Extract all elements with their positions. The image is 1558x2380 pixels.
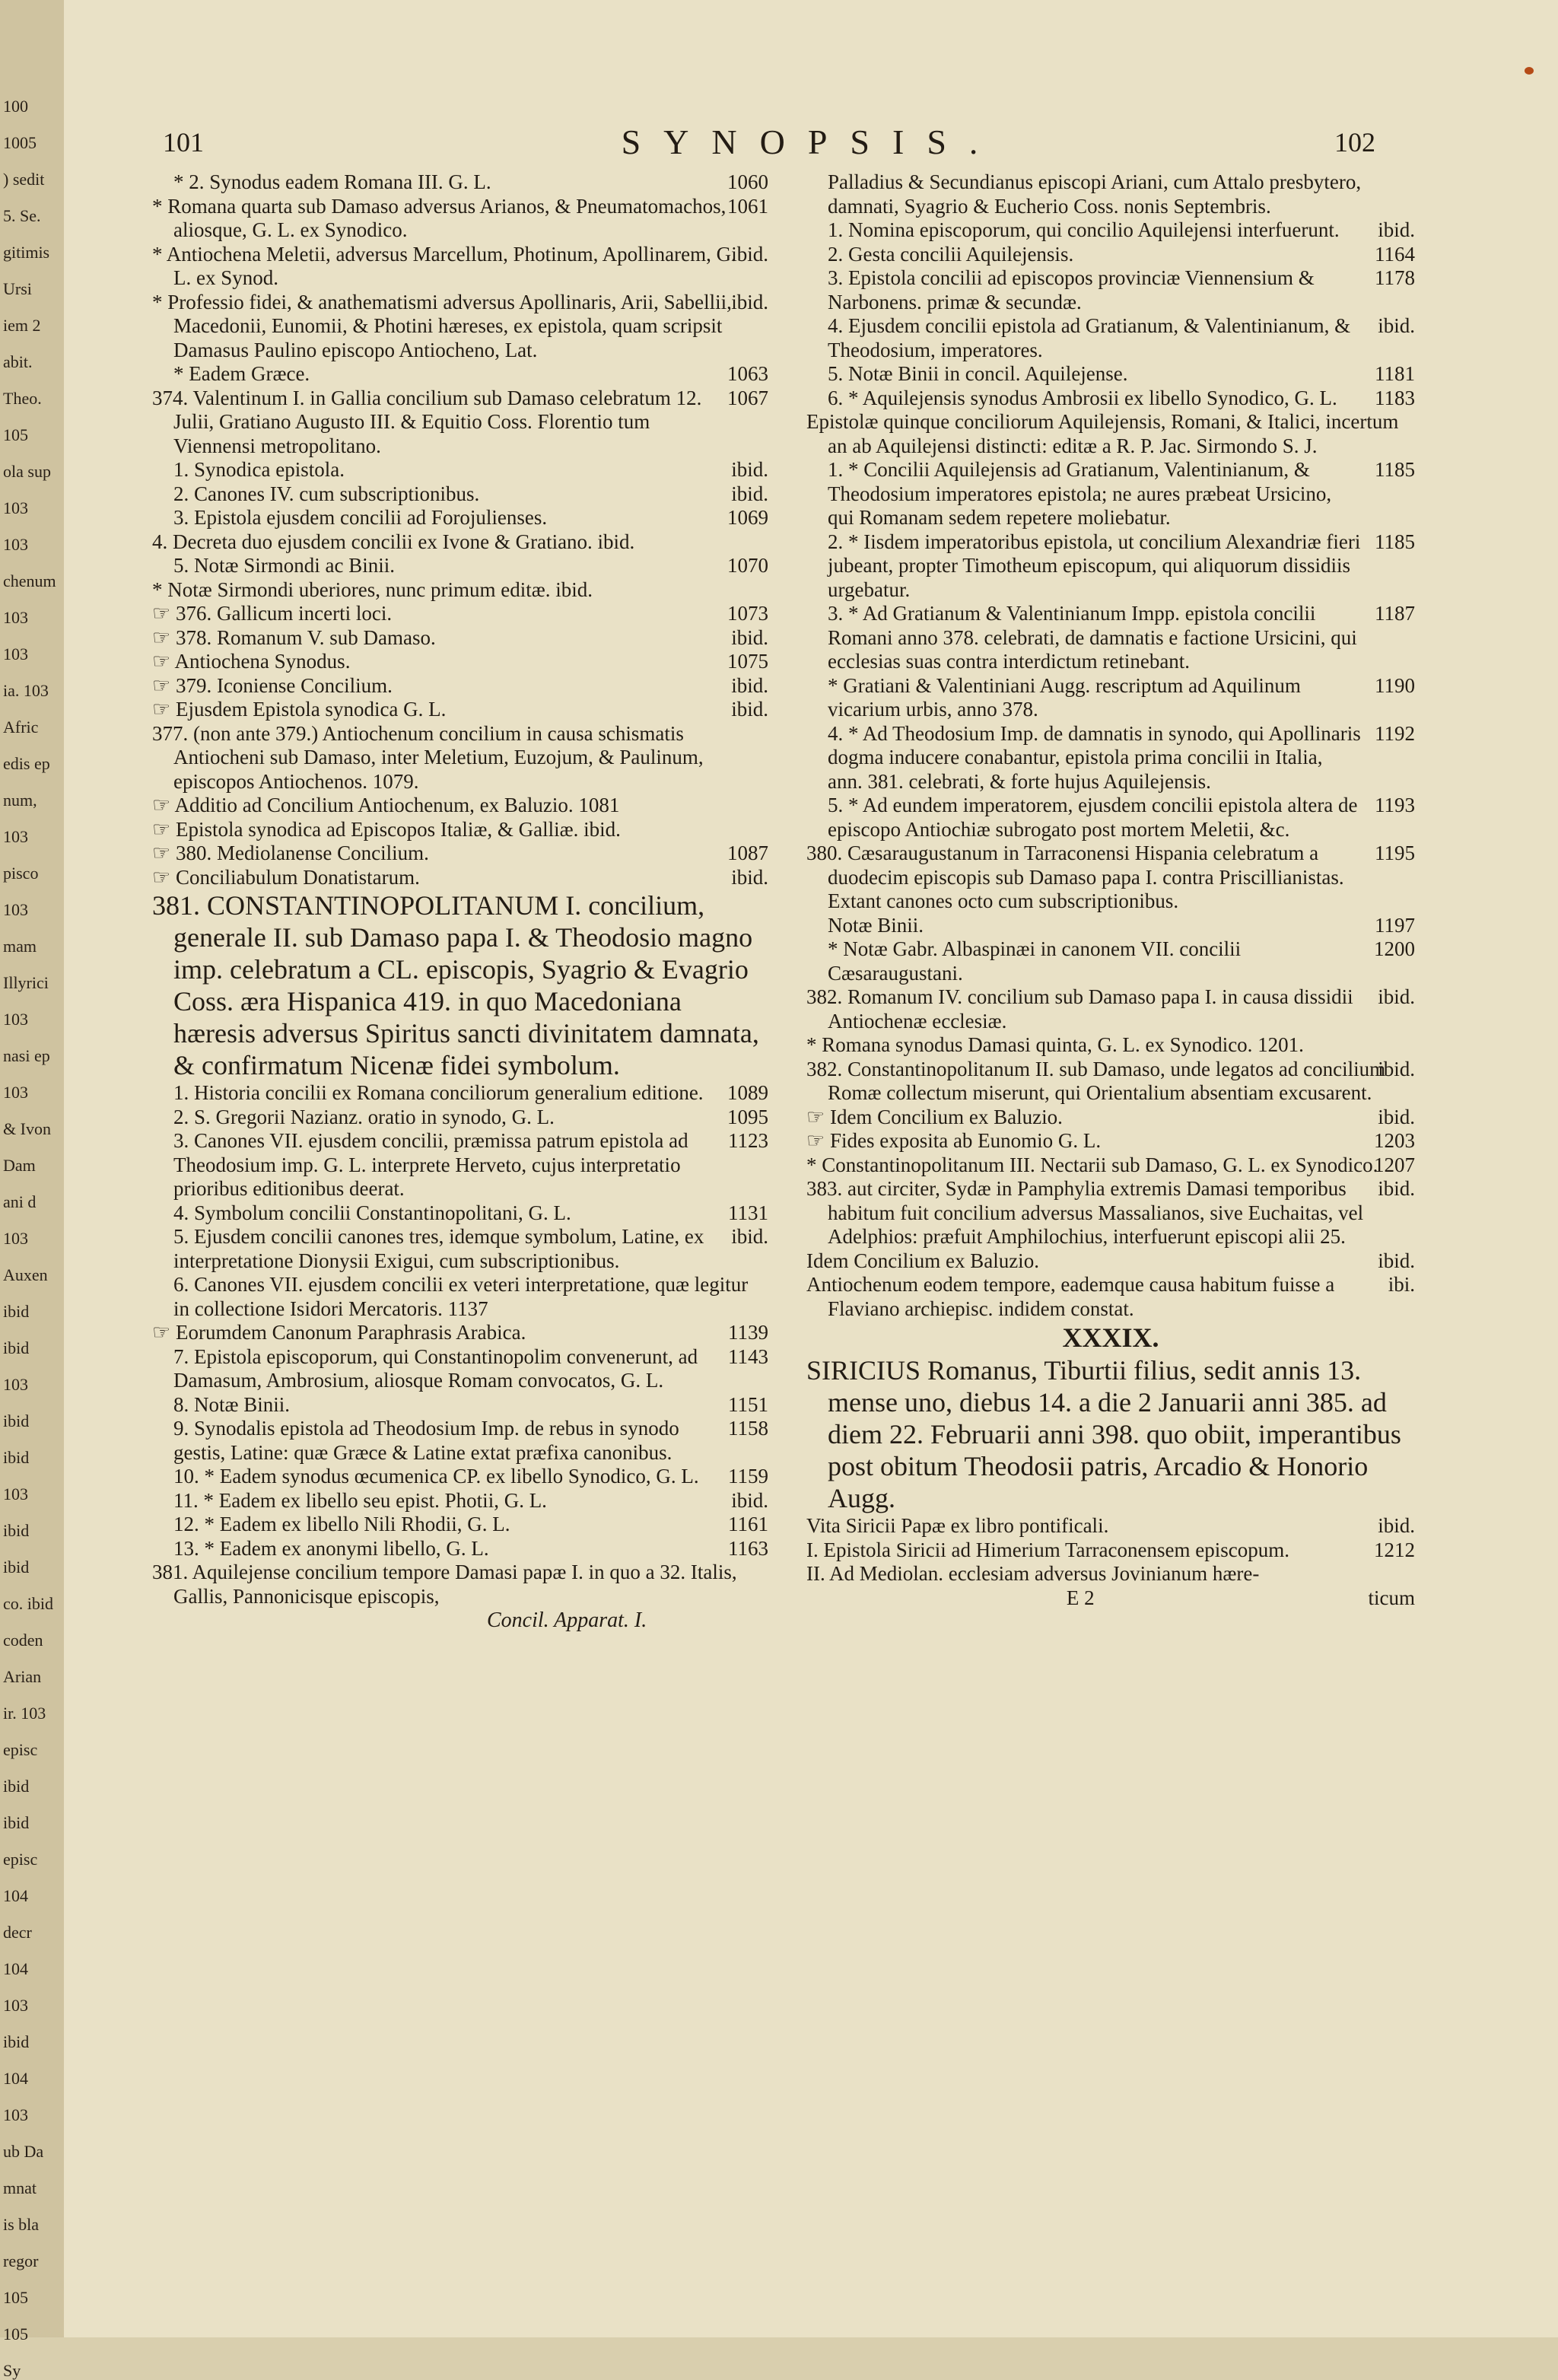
entry-text: ☞ Fides exposita ab Eunomio G. L. [806, 1129, 1102, 1152]
margin-fragment: is bla [3, 2215, 40, 2234]
entry-text: 374. Valentinum I. in Gallia concilium sub Damaso celebratum 12. Julii, Gratiano Augusto III. & Equitio Coss. Florentio tum Viennensi metropolitano. [152, 386, 702, 457]
signature-line: Concil. Apparat. I. [487, 1608, 647, 1632]
page-number-left: 101 [163, 127, 204, 158]
margin-fragment: 103 [3, 1375, 28, 1394]
entry-page-ref: 1185 [1375, 458, 1415, 481]
toc-entry [806, 722, 1415, 794]
entry-text: 4. * Ad Theodosium Imp. de damnatis in synodo, qui Apollinaris dogma inducere conabantur, epistola prima concilii in Italia, ann. 381. celebrati, & forte hujus Aquilejensis. [828, 721, 1361, 793]
entry-text: 382. Romanum IV. concilium sub Damaso papa I. in causa dissidii Antiochenæ ecclesiæ. [806, 985, 1353, 1032]
margin-fragment: decr [3, 1923, 32, 1942]
entry-page-ref: 1178 [1375, 266, 1415, 289]
entry-text: * Eadem Græce. [173, 362, 310, 385]
book-page [64, 0, 1558, 2337]
entry-text: 4. Decreta duo ejusdem concilii ex Ivone & Gratiano. ibid. [152, 530, 635, 553]
margin-fragment: ibid [3, 1521, 30, 1540]
margin-fragment: nasi ep [3, 1046, 50, 1065]
page-footer [806, 1586, 1415, 1611]
entry-text: Idem Concilium ex Baluzio. [806, 1249, 1039, 1272]
margin-fragment: ibid [3, 1777, 30, 1796]
entry-page-ref: ibid. [731, 1225, 768, 1248]
margin-fragment: ia. 103 [3, 681, 49, 700]
toc-entry [806, 1514, 1415, 1538]
pope-entry: SIRICIUS Romanus, Tiburtii filius, sedit annis 13. mense uno, diebus 14. a die 2 Januarii anni 385. ad diem 22. Februarii anni 398. quo obiit, imperantibus post obitum Theodosii patris, Arcadio & Honorio Augg. [806, 1355, 1401, 1513]
entry-page-ref: 1190 [1375, 673, 1415, 697]
margin-fragment: 105 [3, 425, 28, 444]
entry-page-ref: 1075 [727, 650, 768, 673]
entry-page-ref: 1089 [727, 1081, 768, 1104]
entry-text: Antiochenum eodem tempore, eademque causa habitum fuisse a Flaviano archiepisc. indidem constat. [806, 1273, 1335, 1320]
margin-fragment: 103 [3, 1996, 28, 2015]
entry-page-ref: ibid. [731, 242, 768, 266]
toc-entry [806, 842, 1415, 914]
margin-fragment: 104 [3, 1959, 28, 1978]
margin-fragment: 5. Se. [3, 206, 41, 225]
toc-entry [152, 170, 768, 195]
margin-fragment: num, [3, 791, 37, 810]
entry-text: Epistolæ quinque conciliorum Aquilejensis, Romani, & Italici, incertum an ab Aquilejensi distincti: editæ a R. P. Jac. Sirmondo S. J. [806, 410, 1399, 457]
toc-entry [152, 1489, 768, 1513]
entry-page-ref: 1200 [1374, 937, 1415, 960]
toc-entry [152, 1345, 768, 1393]
margin-fragment: co. ibid [3, 1594, 53, 1613]
entry-text: * Antiochena Meletii, adversus Marcellum, Photinum, Apollinarem, G. L. ex Synod. [152, 242, 736, 289]
toc-entry [152, 554, 768, 578]
margin-fragment: ibid [3, 1338, 30, 1357]
entry-text: ☞ 376. Gallicum incerti loci. [152, 602, 393, 625]
margin-fragment: ibid [3, 1558, 30, 1577]
entry-page-ref: ibid. [1378, 1177, 1415, 1200]
entry-text: 5. Notæ Sirmondi ac Binii. [173, 554, 396, 577]
entry-page-ref: 1207 [1374, 1153, 1415, 1176]
entry-text: 377. (non ante 379.) Antiochenum concilium in causa schismatis Antiocheni sub Damaso, inter Meletium, Euzojum, & Paulinum, episcopos Antiochenos. 1079. [152, 721, 704, 793]
entry-page-ref: 1183 [1375, 386, 1415, 409]
entry-page-ref: 1139 [728, 1321, 768, 1344]
margin-fragment: gitimis [3, 243, 50, 262]
toc-entry [152, 195, 768, 243]
entry-page-ref: ibid. [1378, 1057, 1415, 1080]
margin-fragment: Dam [3, 1156, 36, 1175]
margin-fragment: 103 [3, 498, 28, 517]
entry-page-ref: 1163 [728, 1536, 768, 1560]
entry-text: 381. Aquilejense concilium tempore Damasi papæ I. in quo a 32. Italis, Gallis, Pannonicisque episcopis, [152, 1561, 737, 1608]
toc-entry [152, 794, 768, 818]
toc-entry [152, 1393, 768, 1418]
section-heading: XXXIX. [1062, 1322, 1159, 1353]
entry-text: * Constantinopolitanum III. Nectarii sub Damaso, G. L. ex Synodico. [806, 1153, 1378, 1176]
toc-entry [806, 1273, 1415, 1321]
entry-text: 11. * Eadem ex libello seu epist. Photii, G. L. [173, 1488, 547, 1512]
margin-fragment: 104 [3, 1886, 28, 1905]
toc-entry [806, 1177, 1415, 1249]
margin-fragment: ub Da [3, 2142, 44, 2161]
entry-text: 1. * Concilii Aquilejensis ad Gratianum, Valentinianum, & Theodosium imperatores epistola; ne aures præbeat Ursicino, qui Romanam sedem repetere moliebatur. [828, 458, 1332, 529]
entry-text: 1. Synodica epistola. [173, 458, 345, 481]
margin-fragment: episc [3, 1740, 38, 1759]
entry-text: ☞ Ejusdem Epistola synodica G. L. [152, 698, 447, 721]
entry-text: ☞ Antiochena Synodus. [152, 650, 351, 673]
margin-fragment: Arian [3, 1667, 42, 1686]
toc-entry [152, 1417, 768, 1465]
toc-entry [806, 1106, 1415, 1130]
entry-page-ref: 1067 [727, 386, 768, 409]
running-header [64, 122, 1558, 167]
margin-fragment: iem 2 [3, 316, 41, 335]
toc-entry [152, 1201, 768, 1226]
entry-text: * Romana quarta sub Damaso adversus Arianos, & Pneumatomachos, aliosque, G. L. ex Synodico. [152, 194, 727, 241]
entry-text: 380. Cæsaraugustanum in Tarraconensi Hispania celebratum a duodecim episcopis sub Damaso papa I. contra Priscillianistas. Extant canones octo cum subscriptionibus. [806, 842, 1344, 912]
toc-entry [806, 218, 1415, 243]
catchword: ticum [1368, 1586, 1415, 1609]
margin-fragment: 100 [3, 97, 28, 116]
toc-entry [806, 530, 1415, 603]
entry-text: ☞ Conciliabulum Donatistarum. [152, 865, 420, 889]
entry-page-ref: ibid. [1378, 1105, 1415, 1128]
entry-text: II. Ad Mediolan. ecclesiam adversus Jovinianum hære- [806, 1562, 1260, 1585]
toc-entry [152, 1081, 768, 1106]
toc-entry [152, 1129, 768, 1201]
entry-text: 381. CONSTANTINOPOLITANUM I. concilium, generale II. sub Damaso papa I. & Theodosio magno imp. celebratum a CL. episcopis, Syagrio & Evagrio Coss. æra Hispanica 419. in quo Macedoniana hæresis adversus Spiritus sancti divinitatem damnata, & confirmatum Nicenæ fidei symbolum. [152, 890, 759, 1080]
entry-page-ref: ibid. [1378, 1249, 1415, 1272]
entry-page-ref: 1212 [1374, 1538, 1415, 1561]
entry-text: 3. * Ad Gratianum & Valentinianum Impp. epistola concilii Romani anno 378. celebrati, de damnatis e factione Ursicini, qui ecclesias suas contra interdictum retinebant. [828, 602, 1357, 673]
margin-fragment: 103 [3, 535, 28, 554]
toc-entry [806, 1033, 1415, 1058]
margin-fragment: 103 [3, 1010, 28, 1029]
toc-entry [152, 243, 768, 291]
entry-text: 5. Ejusdem concilii canones tres, idemque symbolum, Latine, ex interpretatione Dionysii Exigui, cum subscriptionibus. [173, 1225, 704, 1272]
toc-entry [152, 650, 768, 674]
margin-fragment: regor [3, 2251, 39, 2270]
toc-entry [806, 937, 1415, 985]
toc-entry [806, 1058, 1415, 1106]
margin-fragment: coden [3, 1631, 43, 1650]
toc-entry [152, 1106, 768, 1130]
toc-entry [806, 985, 1415, 1033]
entry-text: ☞ Epistola synodica ad Episcopos Italiæ, & Galliæ. ibid. [152, 817, 621, 841]
toc-entry [806, 602, 1415, 674]
margin-fragment: ola sup [3, 462, 51, 481]
margin-fragment: ibid [3, 1411, 30, 1430]
toc-entry [152, 1273, 768, 1321]
entry-page-ref: 1151 [728, 1392, 768, 1416]
entry-page-ref: 1060 [727, 170, 768, 193]
entry-page-ref: 1158 [728, 1417, 768, 1440]
entry-text: 7. Epistola episcoporum, qui Constantinopolim convenerunt, ad Damasum, Ambrosium, aliosque Romam convocatos, G. L. [173, 1344, 698, 1392]
entry-text: 4. Ejusdem concilii epistola ad Gratianum, & Valentinianum, & Theodosium, imperatores. [828, 314, 1351, 361]
margin-fragment: 105 [3, 2324, 28, 2343]
entry-text: ☞ 380. Mediolanense Concilium. [152, 842, 429, 864]
margin-fragment: ani d [3, 1192, 37, 1211]
margin-fragment: ibid [3, 2032, 30, 2051]
toc-entry [806, 1562, 1415, 1586]
toc-entry [152, 506, 768, 530]
entry-text: 2. S. Gregorii Nazianz. oratio in synodo, G. L. [173, 1105, 555, 1128]
toc-entry [152, 1465, 768, 1489]
margin-fragment: ir. 103 [3, 1704, 46, 1723]
entry-text: 12. * Eadem ex libello Nili Rhodii, G. L. [173, 1513, 510, 1535]
margin-fragment: abit. [3, 352, 33, 371]
toc-entry [152, 626, 768, 651]
margin-fragment: ibid [3, 1302, 30, 1321]
margin-fragment: 103 [3, 644, 28, 663]
entry-text: * Romana synodus Damasi quinta, G. L. ex Synodico. 1201. [806, 1033, 1304, 1056]
page-number-right: 102 [1334, 127, 1375, 158]
toc-entry [152, 698, 768, 722]
margin-fragment: 103 [3, 608, 28, 627]
margin-fragment: 103 [3, 1484, 28, 1503]
toc-entry [806, 458, 1415, 530]
toc-entry [152, 602, 768, 626]
toc-entry [152, 482, 768, 507]
page-title: SYNOPSIS. [621, 123, 1001, 161]
entry-text: Vita Siricii Papæ ex libro pontificali. [806, 1514, 1109, 1537]
entry-page-ref: 1197 [1375, 913, 1415, 937]
toc-entry [806, 387, 1415, 411]
entry-text: 2. Gesta concilii Aquilejensis. [828, 242, 1074, 266]
entry-text: 8. Notæ Binii. [173, 1392, 291, 1416]
entry-page-ref: 1203 [1374, 1129, 1415, 1152]
entry-text: I. Epistola Siricii ad Himerium Tarraconensem episcopum. [806, 1538, 1289, 1561]
margin-fragment: mam [3, 937, 37, 956]
toc-entry [152, 1225, 768, 1273]
entry-text: 9. Synodalis epistola ad Theodosium Imp. de rebus in synodo gestis, Latine: quæ Græce & Latine extat præfixa canonibus. [173, 1417, 679, 1464]
toc-entry [152, 530, 768, 555]
entry-text: 1. Nomina episcoporum, qui concilio Aquilejensi interfuerunt. [828, 218, 1340, 241]
toc-entry [152, 1321, 768, 1345]
toc-entry [152, 387, 768, 459]
toc-entry [806, 170, 1415, 218]
entry-text: ☞ Idem Concilium ex Baluzio. [806, 1105, 1063, 1128]
entry-text: * Notæ Sirmondi uberiores, nunc primum editæ. ibid. [152, 578, 593, 601]
margin-fragment: Afric [3, 718, 39, 737]
toc-entry [806, 314, 1415, 362]
entry-page-ref: 1061 [727, 194, 768, 218]
toc-entry [152, 722, 768, 794]
toc-entry [806, 1153, 1415, 1178]
left-column [152, 170, 768, 1633]
toc-entry [806, 674, 1415, 722]
toc-entry [806, 914, 1415, 938]
entry-page-ref: ibid. [731, 290, 768, 313]
entry-text: ☞ Eorumdem Canonum Paraphrasis Arabica. [152, 1321, 526, 1344]
entry-text: 383. aut circiter, Sydæ in Pamphylia extremis Damasi temporibus habitum fuit concilium adversus Massalianos, sive Euchaitas, vel Adelphios: præfuit Amphilochius, interfuerunt episcopi alii 25. [806, 1177, 1364, 1248]
entry-text: 10. * Eadem synodus œcumenica CP. ex libello Synodico, G. L. [173, 1465, 699, 1488]
margin-fragment: & Ivon [3, 1119, 51, 1138]
entry-text: 6. * Aquilejensis synodus Ambrosii ex libello Synodico, G. L. [828, 386, 1337, 409]
entry-text: 3. Epistola ejusdem concilii ad Forojulienses. [173, 506, 548, 529]
entry-text: 2. Canones IV. cum subscriptionibus. [173, 482, 480, 505]
toc-entry [806, 243, 1415, 267]
toc-entry [806, 266, 1415, 314]
entry-text: ☞ 378. Romanum V. sub Damaso. [152, 625, 436, 649]
entry-page-ref: ibid. [1378, 985, 1415, 1008]
entry-page-ref: 1073 [727, 602, 768, 625]
entry-page-ref: ibid. [731, 458, 768, 481]
entry-page-ref: 1181 [1375, 362, 1415, 385]
toc-entry [152, 1561, 768, 1608]
entry-text: Palladius & Secundianus episcopi Ariani, cum Attalo presbytero, damnati, Syagrio & Eucherio Coss. nonis Septembris. [828, 170, 1362, 218]
entry-text: 5. Notæ Binii in concil. Aquilejense. [828, 362, 1128, 385]
margin-fragment: Sy [3, 2361, 21, 2380]
entry-text: 1. Historia concilii ex Romana conciliorum generalium editione. [173, 1081, 704, 1104]
margin-fragment: Theo. [3, 389, 42, 408]
toc-entry [806, 1129, 1415, 1153]
entry-page-ref: 1193 [1375, 794, 1415, 816]
entry-page-ref: ibid. [731, 698, 768, 721]
margin-fragment: 105 [3, 2288, 28, 2307]
entry-page-ref: 1164 [1375, 242, 1415, 266]
entry-text: * Professio fidei, & anathematismi adversus Apollinaris, Arii, Sabellii, Macedonii, Eunomii, & Photini hæreses, ex epistola, quam scripsit Damasus Paulino episcopo Antiocheno, Lat. [152, 290, 732, 361]
toc-entry [152, 578, 768, 603]
entry-page-ref: ibid. [731, 865, 768, 889]
toc-entry [152, 362, 768, 387]
margin-fragment: edis ep [3, 754, 50, 773]
entry-page-ref: ibid. [1378, 218, 1415, 241]
toc-entry [152, 866, 768, 890]
toc-entry [152, 674, 768, 698]
entry-text: 6. Canones VII. ejusdem concilii ex veteri interpretatione, quæ legitur in collectione Isidori Mercatoris. 1137 [173, 1273, 749, 1320]
entry-text: ☞ 379. Iconiense Concilium. [152, 673, 393, 697]
entry-text: Notæ Binii. [828, 913, 924, 937]
margin-fragment: 104 [3, 2069, 28, 2088]
signature-mark: E 2 [1066, 1586, 1095, 1609]
toc-entry [806, 410, 1415, 458]
margin-fragment: 103 [3, 1229, 28, 1248]
entry-text: * Gratiani & Valentiniani Augg. rescriptum ad Aquilinum vicarium urbis, anno 378. [828, 673, 1301, 721]
entry-page-ref: 1123 [728, 1129, 768, 1152]
margin-fragment: 1005 [3, 133, 37, 152]
margin-fragment: Auxen [3, 1265, 48, 1284]
entry-page-ref: ibi. [1388, 1273, 1415, 1296]
toc-entry [806, 1249, 1415, 1274]
toc-entry [152, 1513, 768, 1537]
toc-entry [152, 818, 768, 842]
margin-fragment: ) sedit [3, 170, 45, 189]
entry-text: 3. Epistola concilii ad episcopos provinciæ Viennensium & Narbonens. primæ & secundæ. [828, 266, 1315, 313]
margin-fragment: chenum [3, 571, 56, 590]
paper-stain [1525, 67, 1534, 75]
entry-page-ref: 1195 [1375, 842, 1415, 864]
margin-fragment: episc [3, 1850, 38, 1869]
margin-fragment: pisco [3, 864, 39, 883]
margin-fragment: Illyrici [3, 973, 49, 992]
entry-text: * 2. Synodus eadem Romana III. G. L. [173, 170, 491, 193]
entry-page-ref: 1131 [728, 1201, 768, 1224]
margin-fragment: 103 [3, 2105, 28, 2124]
entry-page-ref: 1187 [1375, 602, 1415, 625]
toc-entry [152, 842, 768, 866]
margin-fragment: 103 [3, 827, 28, 846]
margin-fragment: 103 [3, 900, 28, 919]
toc-entry [806, 794, 1415, 842]
entry-page-ref: ibid. [1378, 314, 1415, 337]
entry-page-ref: 1185 [1375, 530, 1415, 553]
right-column [806, 170, 1415, 1610]
entry-page-ref: 1192 [1375, 721, 1415, 745]
toc-entry [806, 362, 1415, 387]
entry-page-ref: 1095 [727, 1105, 768, 1128]
entry-text: ☞ Additio ad Concilium Antiochenum, ex Baluzio. 1081 [152, 794, 620, 816]
entry-page-ref: ibid. [731, 1488, 768, 1512]
entry-page-ref: 1069 [727, 506, 768, 529]
entry-text: 13. * Eadem ex anonymi libello, G. L. [173, 1536, 489, 1560]
entry-text: 5. * Ad eundem imperatorem, ejusdem concilii epistola altera de episcopo Antiochiæ subrogato post mortem Meletii, &c. [828, 794, 1358, 841]
entry-text: 3. Canones VII. ejusdem concilii, præmissa patrum epistola ad Theodosium imp. G. L. interprete Herveto, cujus interpretatio prioribus editionibus deerat. [173, 1129, 688, 1200]
margin-fragment: mnat [3, 2178, 37, 2197]
toc-entry [152, 458, 768, 482]
toc-entry [152, 1537, 768, 1561]
margin-fragment: Ursi [3, 279, 32, 298]
entry-page-ref: 1159 [728, 1465, 768, 1488]
entry-page-ref: 1070 [727, 554, 768, 577]
margin-fragment: ibid [3, 1813, 30, 1832]
entry-page-ref: ibid. [731, 482, 768, 505]
entry-text: 4. Symbolum concilii Constantinopolitani, G. L. [173, 1201, 571, 1224]
toc-entry [806, 1538, 1415, 1563]
entry-page-ref: ibid. [731, 625, 768, 649]
entry-page-ref: 1087 [727, 842, 768, 864]
entry-page-ref: 1161 [728, 1513, 768, 1535]
entry-page-ref: ibid. [1378, 1514, 1415, 1537]
entry-text: * Notæ Gabr. Albaspinæi in canonem VII. concilii Cæsaraugustani. [828, 937, 1242, 985]
toc-entry [152, 889, 768, 1081]
adjacent-page-margin [0, 0, 66, 2380]
toc-entry [152, 291, 768, 363]
entry-page-ref: 1063 [727, 362, 768, 385]
entry-text: 2. * Iisdem imperatoribus epistola, ut concilium Alexandriæ fieri jubeant, propter Timotheum episcopum, qui aliquorum dissidiis urgebatur. [828, 530, 1361, 601]
entry-page-ref: 1143 [728, 1344, 768, 1368]
entry-text: 382. Constantinopolitanum II. sub Damaso, unde legatos ad concilium Romæ collectum miserunt, qui Orientalium absentiam excusarent. [806, 1057, 1386, 1104]
margin-fragment: 103 [3, 1083, 28, 1102]
margin-fragment: ibid [3, 1448, 30, 1467]
entry-page-ref: ibid. [731, 673, 768, 697]
